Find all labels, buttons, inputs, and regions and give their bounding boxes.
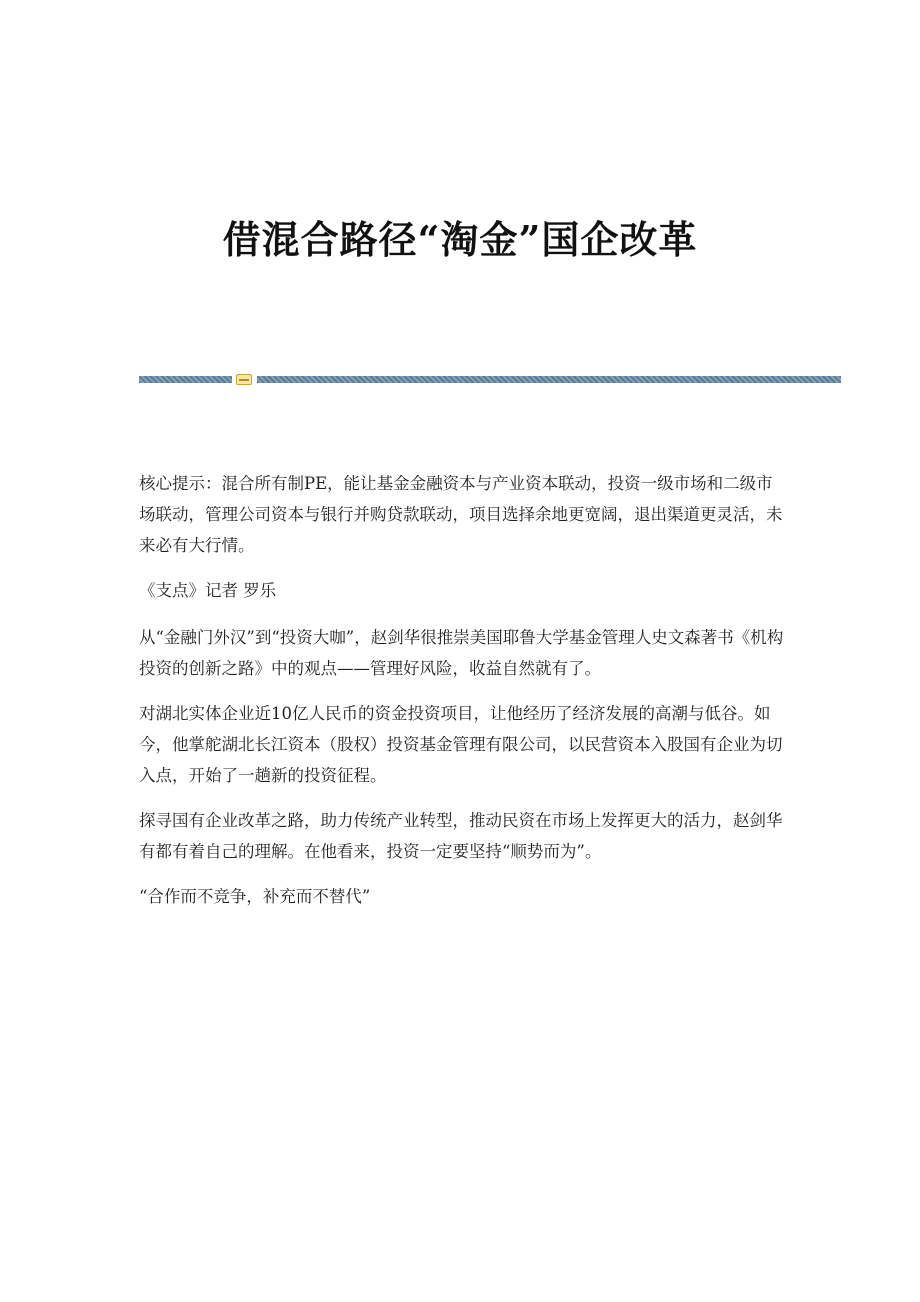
section-divider bbox=[139, 374, 841, 386]
divider-bar-left bbox=[139, 376, 232, 383]
divider-bar-right bbox=[257, 376, 841, 383]
divider-ornament-icon bbox=[236, 374, 252, 385]
body-paragraph: 探寻国有企业改革之路，助力传统产业转型，推动民资在市场上发挥更大的活力，赵剑华有都有着自己的理解。在他看来，投资一定要坚持“顺势而为”。 bbox=[139, 811, 783, 861]
body-paragraph: 对湖北实体企业近10亿人民币的资金投资项目，让他经历了经济发展的高潮与低谷。如今，他掌舵湖北长江资本（股权）投资基金管理有限公司，以民营资本入股国有企业为切入点，开始了一趟新的投资征程。 bbox=[139, 704, 783, 785]
byline: 《支点》记者 罗乐 bbox=[139, 581, 277, 600]
article-body bbox=[139, 468, 789, 926]
document-title: 借混合路径“淘金”国企改革 bbox=[222, 217, 698, 262]
body-paragraph: 从“金融门外汉”到“投资大咖”，赵剑华很推崇美国耶鲁大学基金管理人史文森著书《机构投资的创新之路》中的观点——管理好风险，收益自然就有了。 bbox=[139, 628, 784, 678]
summary-paragraph: 核心提示：混合所有制PE，能让基金金融资本与产业资本联动，投资一级市场和二级市场联动，管理公司资本与银行并购贷款联动，项目选择余地更宽阔，退出渠道更灵活，未来必有大行情。 bbox=[139, 474, 783, 555]
section-subheading: “合作而不竞争，补充而不替代” bbox=[139, 887, 371, 906]
